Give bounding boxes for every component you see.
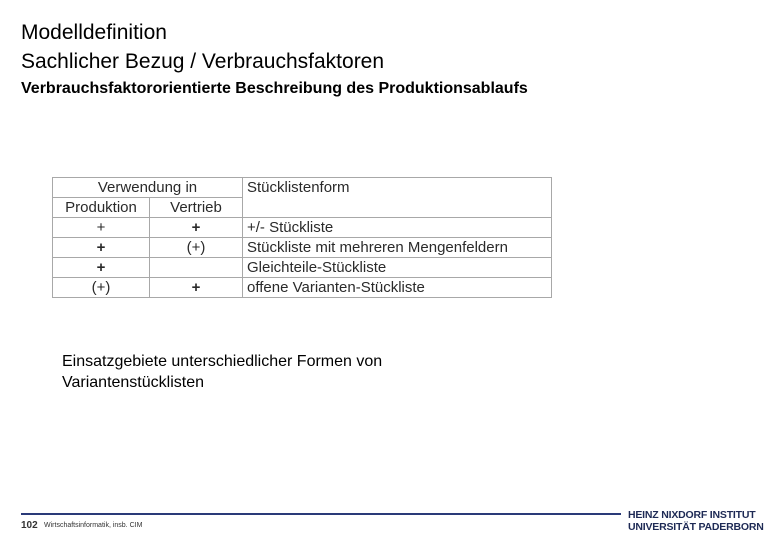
caption-line-2: Variantenstücklisten (62, 374, 204, 391)
cell-production: + (53, 218, 150, 238)
bill-of-materials-table (52, 177, 552, 298)
header-usage: Verwendung in (53, 178, 243, 198)
cell-form: Stückliste mit mehreren Mengenfeldern (243, 238, 552, 258)
header-sales: Vertrieb (150, 198, 243, 218)
cell-form: +/- Stückliste (243, 218, 552, 238)
caption-line-1: Einsatzgebiete unterschiedlicher Formen von (62, 353, 383, 370)
page-number: 102 (21, 520, 38, 531)
table-row (53, 238, 552, 258)
cell-form: offene Varianten-Stückliste (243, 278, 552, 298)
cell-sales: + (150, 218, 243, 238)
header-bom-form: Stücklistenform (243, 178, 552, 218)
table-caption (62, 351, 382, 393)
cell-sales: + (150, 278, 243, 298)
slide-title-line-2: Sachlicher Bezug / Verbrauchsfaktoren (21, 50, 385, 73)
table-row (53, 278, 552, 298)
cell-sales (150, 258, 243, 278)
footer-chair-label: Wirtschaftsinformatik, insb. CIM (44, 522, 143, 529)
slide-title: Modelldefinition (21, 21, 167, 44)
table-header-row (53, 178, 552, 198)
cell-sales: (+) (150, 238, 243, 258)
institute-logo (628, 509, 768, 533)
cell-form: Gleichteile-Stückliste (243, 258, 552, 278)
cell-production: + (53, 238, 150, 258)
logo-line-1: HEINZ NIXDORF INSTITUT (628, 509, 756, 521)
table-row (53, 258, 552, 278)
cell-production: (+) (53, 278, 150, 298)
table-row (53, 218, 552, 238)
footer-divider (21, 513, 621, 515)
header-production: Produktion (53, 198, 150, 218)
slide-subtitle: Verbrauchsfaktororientierte Beschreibung des Produktionsablaufs (21, 80, 528, 97)
cell-production: + (53, 258, 150, 278)
logo-line-2: UNIVERSITÄT PADERBORN (628, 521, 764, 533)
